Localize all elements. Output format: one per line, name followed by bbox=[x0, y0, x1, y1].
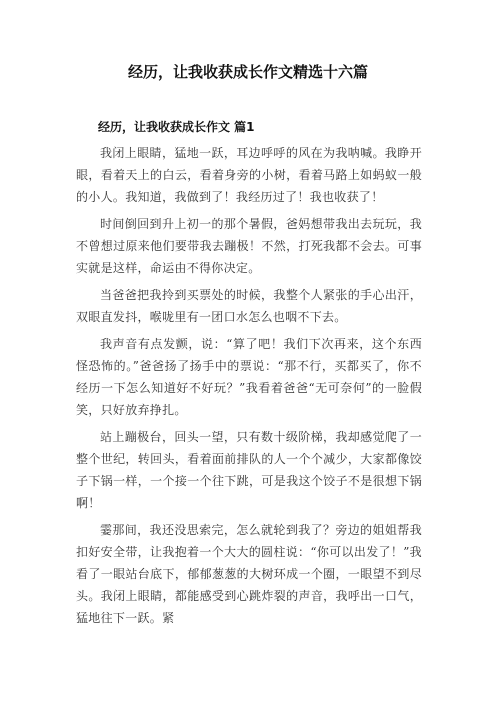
paragraph: 我声音有点发颤，说：“算了吧！我们下次再来，这个东西怪恐怖的。”爸爸扬了扬手中的票说：“那不行，买都买了，你不经历一下怎么知道好不好玩？”我看着爸爸“无可奈何”的一脸假笑，只好放弃挣扎。 bbox=[76, 337, 422, 417]
paragraph: 霎那间，我还没思索完，怎么就轮到我了？旁边的姐姐帮我扣好安全带，让我抱着一个大大的圆柱说：“你可以出发了！”我看了一眼站台底下，郁郁葱葱的大树环成一个圈，一眼望不到尽头。我闭上眼睛，都能感受到心跳炸裂的声音，我呼出一口气，猛地往下一跃。紧 bbox=[76, 523, 422, 625]
paragraph: 当爸爸把我拎到买票处的时候，我整个人紧张的手心出汗，双眼直发抖，喉咙里有一团口水怎么也咽不下去。 bbox=[76, 288, 422, 324]
document-title: 经历，让我收获成长作文精选十六篇 bbox=[127, 63, 368, 81]
paragraph: 我闭上眼睛，猛地一跃，耳边呼呼的风在为我呐喊。我睁开眼，看着天上的白云，看着身旁的小树，看着马路上如蚂蚁一般的小人。我知道，我做到了！我经历过了！我也收获了！ bbox=[76, 146, 422, 204]
paragraph: 时间倒回到升上初一的那个暑假，爸妈想带我出去玩玩，我不曾想过原来他们要带我去蹦极！不然，打死我都不会去。可事实就是这样，命运由不得你决定。 bbox=[76, 217, 422, 275]
paragraph: 站上蹦极台，回头一望，只有数十级阶梯，我却感觉爬了一整个世纪，转回头，看着面前排队的人一个个减少，大家都像饺子下锅一样，一个接一个往下跳，可是我这个饺子不是很想下锅啊！ bbox=[76, 430, 422, 510]
article-body bbox=[76, 142, 422, 634]
section-heading: 经历，让我收获成长作文 篇1 bbox=[98, 120, 255, 134]
